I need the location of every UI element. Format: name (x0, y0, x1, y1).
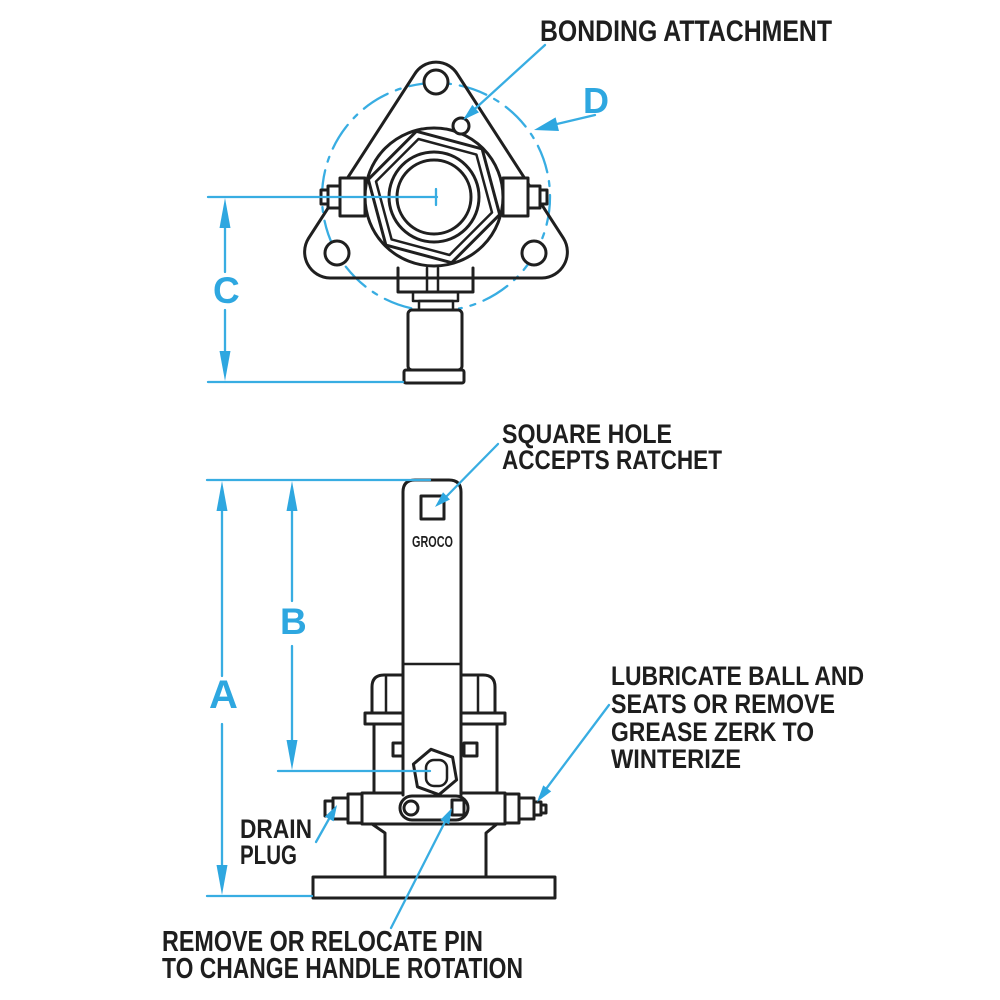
bonding-attachment-label: BONDING ATTACHMENT (540, 15, 832, 48)
dim-d-label: D (583, 80, 609, 121)
pin-label-line2: TO CHANGE HANDLE ROTATION (162, 953, 523, 985)
square-hole-label-line2: ACCEPTS RATCHET (502, 445, 723, 475)
grip-mask (408, 310, 462, 370)
square-hole-label-line1: SQUARE HOLE (502, 419, 672, 449)
side-view (162, 419, 864, 985)
neck-taper (372, 824, 497, 877)
handle-bar (403, 480, 461, 795)
pin-label-line1: REMOVE OR RELOCATE PIN (162, 926, 483, 958)
pivot-hole (404, 801, 418, 815)
cap-mask (404, 370, 464, 383)
lubricate-label-line1: LUBRICATE BALL AND (611, 661, 864, 691)
bolt-hole-right (522, 241, 546, 265)
bolt-hole-top (424, 70, 448, 94)
top-view (208, 15, 832, 383)
lubricate-label-line4: WINTERIZE (611, 744, 741, 774)
lubricate-callout (533, 661, 864, 805)
base-flange (313, 877, 555, 898)
bonding-callout (460, 15, 832, 124)
dim-c-label: C (213, 270, 240, 311)
bolt-hole-left (325, 241, 349, 265)
lubricate-label-line3: GREASE ZERK TO (611, 717, 814, 747)
square-hole-callout (432, 419, 723, 511)
handle-brand-logo: GROCO (412, 534, 453, 551)
drain-plug-label-line2: PLUG (240, 840, 297, 870)
dimension-d (532, 80, 609, 137)
dim-a-label: A (209, 673, 238, 717)
drain-plug-label-line1: DRAIN (240, 814, 312, 844)
dim-b-label: B (280, 601, 307, 642)
lubricate-label-line2: SEATS OR REMOVE (611, 689, 835, 719)
side-boss-right (503, 178, 547, 216)
body-boss-right (464, 743, 477, 756)
bonding-lug (453, 118, 469, 134)
